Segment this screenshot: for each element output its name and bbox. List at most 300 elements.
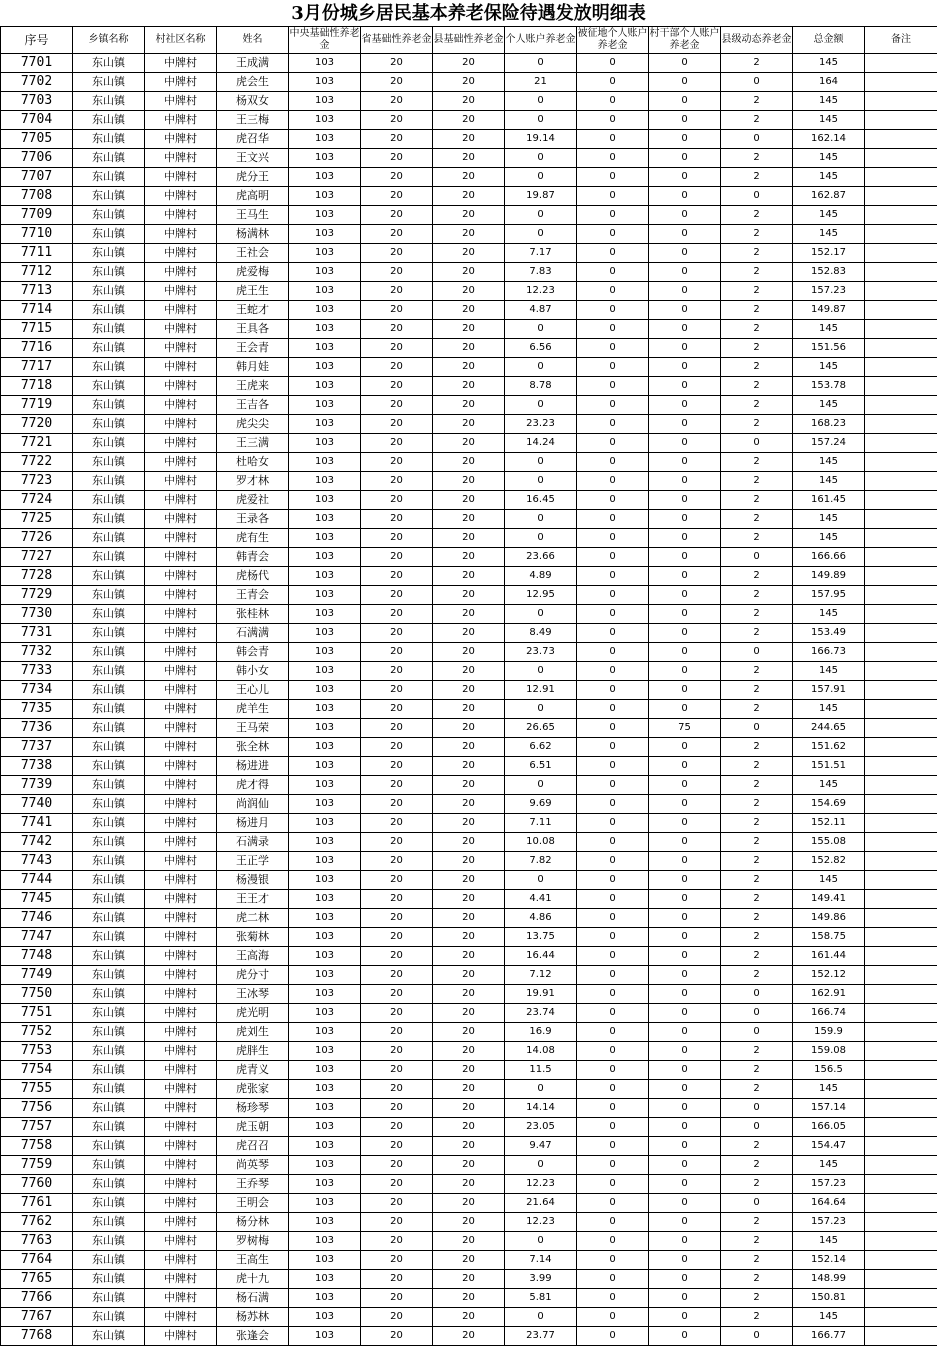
cell-county-pension: 20 (433, 586, 505, 605)
table-row (1, 643, 937, 662)
cell-land-expropriated-account: 0 (577, 1137, 649, 1156)
cell-county-dynamic-pension: 0 (721, 1099, 793, 1118)
cell-county-pension: 20 (433, 928, 505, 947)
cell-personal-account: 19.14 (505, 130, 577, 149)
cell-name: 张桂林 (217, 605, 289, 624)
table-row (1, 1213, 937, 1232)
cell-index: 7710 (1, 225, 73, 244)
cell-remarks (865, 244, 937, 263)
cell-provincial-pension: 20 (361, 738, 433, 757)
table-row (1, 339, 937, 358)
cell-remarks (865, 529, 937, 548)
cell-index: 7706 (1, 149, 73, 168)
cell-town: 东山镇 (73, 1099, 145, 1118)
cell-total: 148.99 (793, 1270, 865, 1289)
cell-town: 东山镇 (73, 833, 145, 852)
cell-county-pension: 20 (433, 1251, 505, 1270)
cell-central-pension: 103 (289, 1175, 361, 1194)
cell-village-cadre-account: 0 (649, 130, 721, 149)
cell-total: 152.82 (793, 852, 865, 871)
cell-name: 虎杨代 (217, 567, 289, 586)
cell-personal-account: 0 (505, 168, 577, 187)
cell-county-dynamic-pension: 0 (721, 548, 793, 567)
cell-village-cadre-account: 0 (649, 586, 721, 605)
header-county-dynamic-pension: 县级动态养老金 (721, 27, 793, 54)
cell-personal-account: 0 (505, 396, 577, 415)
cell-provincial-pension: 20 (361, 1194, 433, 1213)
cell-county-dynamic-pension: 2 (721, 54, 793, 73)
cell-total: 145 (793, 662, 865, 681)
cell-county-dynamic-pension: 2 (721, 586, 793, 605)
cell-total: 145 (793, 453, 865, 472)
cell-central-pension: 103 (289, 510, 361, 529)
cell-remarks (865, 1023, 937, 1042)
cell-town: 东山镇 (73, 358, 145, 377)
cell-village-cadre-account: 0 (649, 662, 721, 681)
cell-village-cadre-account: 0 (649, 529, 721, 548)
cell-index: 7717 (1, 358, 73, 377)
cell-county-dynamic-pension: 2 (721, 282, 793, 301)
cell-name: 王吉各 (217, 396, 289, 415)
table-row (1, 1023, 937, 1042)
cell-total: 158.75 (793, 928, 865, 947)
cell-county-pension: 20 (433, 1156, 505, 1175)
cell-remarks (865, 757, 937, 776)
cell-county-pension: 20 (433, 472, 505, 491)
cell-village: 中牌村 (145, 719, 217, 738)
cell-index: 7705 (1, 130, 73, 149)
cell-total: 145 (793, 1156, 865, 1175)
cell-central-pension: 103 (289, 1061, 361, 1080)
cell-central-pension: 103 (289, 1232, 361, 1251)
cell-county-pension: 20 (433, 947, 505, 966)
cell-remarks (865, 1137, 937, 1156)
table-row (1, 928, 937, 947)
cell-provincial-pension: 20 (361, 434, 433, 453)
cell-personal-account: 0 (505, 1156, 577, 1175)
cell-town: 东山镇 (73, 681, 145, 700)
cell-town: 东山镇 (73, 168, 145, 187)
cell-total: 159.9 (793, 1023, 865, 1042)
cell-village-cadre-account: 0 (649, 947, 721, 966)
cell-central-pension: 103 (289, 1251, 361, 1270)
cell-provincial-pension: 20 (361, 586, 433, 605)
cell-name: 王马荣 (217, 719, 289, 738)
table-row (1, 472, 937, 491)
cell-town: 东山镇 (73, 548, 145, 567)
cell-personal-account: 4.86 (505, 909, 577, 928)
table-row (1, 168, 937, 187)
cell-name: 石满满 (217, 624, 289, 643)
table-row (1, 149, 937, 168)
cell-remarks (865, 1061, 937, 1080)
cell-village: 中牌村 (145, 149, 217, 168)
cell-county-pension: 20 (433, 1213, 505, 1232)
cell-personal-account: 23.74 (505, 1004, 577, 1023)
cell-town: 东山镇 (73, 149, 145, 168)
cell-county-pension: 20 (433, 73, 505, 92)
cell-personal-account: 11.5 (505, 1061, 577, 1080)
cell-village: 中牌村 (145, 529, 217, 548)
cell-central-pension: 103 (289, 947, 361, 966)
cell-land-expropriated-account: 0 (577, 1289, 649, 1308)
table-row (1, 491, 937, 510)
cell-remarks (865, 339, 937, 358)
cell-index: 7702 (1, 73, 73, 92)
cell-village: 中牌村 (145, 244, 217, 263)
cell-provincial-pension: 20 (361, 187, 433, 206)
cell-provincial-pension: 20 (361, 795, 433, 814)
cell-county-dynamic-pension: 2 (721, 757, 793, 776)
cell-name: 虎有生 (217, 529, 289, 548)
table-row (1, 1099, 937, 1118)
cell-name: 王乔琴 (217, 1175, 289, 1194)
cell-remarks (865, 434, 937, 453)
table-row (1, 1004, 937, 1023)
table-row (1, 605, 937, 624)
cell-central-pension: 103 (289, 700, 361, 719)
cell-town: 东山镇 (73, 909, 145, 928)
cell-provincial-pension: 20 (361, 149, 433, 168)
cell-village-cadre-account: 0 (649, 1080, 721, 1099)
table-row (1, 871, 937, 890)
table-row (1, 529, 937, 548)
cell-town: 东山镇 (73, 1042, 145, 1061)
cell-village-cadre-account: 0 (649, 567, 721, 586)
cell-index: 7716 (1, 339, 73, 358)
cell-index: 7729 (1, 586, 73, 605)
cell-central-pension: 103 (289, 1270, 361, 1289)
cell-village-cadre-account: 0 (649, 1194, 721, 1213)
cell-personal-account: 23.77 (505, 1327, 577, 1346)
cell-total: 157.95 (793, 586, 865, 605)
cell-index: 7742 (1, 833, 73, 852)
cell-county-pension: 20 (433, 1004, 505, 1023)
cell-land-expropriated-account: 0 (577, 814, 649, 833)
cell-county-dynamic-pension: 0 (721, 643, 793, 662)
cell-county-dynamic-pension: 2 (721, 681, 793, 700)
cell-land-expropriated-account: 0 (577, 1327, 649, 1346)
cell-name: 韩会青 (217, 643, 289, 662)
cell-remarks (865, 1080, 937, 1099)
cell-name: 虎尖尖 (217, 415, 289, 434)
cell-total: 157.91 (793, 681, 865, 700)
cell-town: 东山镇 (73, 434, 145, 453)
cell-village: 中牌村 (145, 738, 217, 757)
cell-central-pension: 103 (289, 681, 361, 700)
cell-county-pension: 20 (433, 719, 505, 738)
cell-name: 尚润仙 (217, 795, 289, 814)
cell-village: 中牌村 (145, 73, 217, 92)
cell-central-pension: 103 (289, 453, 361, 472)
cell-county-pension: 20 (433, 415, 505, 434)
cell-provincial-pension: 20 (361, 491, 433, 510)
cell-name: 杨分林 (217, 1213, 289, 1232)
cell-personal-account: 0 (505, 472, 577, 491)
cell-village-cadre-account: 0 (649, 1270, 721, 1289)
cell-land-expropriated-account: 0 (577, 567, 649, 586)
cell-total: 145 (793, 605, 865, 624)
cell-village: 中牌村 (145, 396, 217, 415)
cell-county-pension: 20 (433, 320, 505, 339)
cell-town: 东山镇 (73, 1080, 145, 1099)
cell-land-expropriated-account: 0 (577, 871, 649, 890)
cell-town: 东山镇 (73, 377, 145, 396)
cell-village: 中牌村 (145, 225, 217, 244)
cell-county-dynamic-pension: 2 (721, 263, 793, 282)
table-row (1, 1156, 937, 1175)
cell-total: 244.65 (793, 719, 865, 738)
cell-land-expropriated-account: 0 (577, 225, 649, 244)
cell-county-pension: 20 (433, 1232, 505, 1251)
cell-town: 东山镇 (73, 1137, 145, 1156)
table-row (1, 92, 937, 111)
cell-town: 东山镇 (73, 187, 145, 206)
cell-village-cadre-account: 0 (649, 377, 721, 396)
cell-provincial-pension: 20 (361, 1289, 433, 1308)
cell-village: 中牌村 (145, 909, 217, 928)
cell-provincial-pension: 20 (361, 776, 433, 795)
cell-personal-account: 0 (505, 700, 577, 719)
cell-village: 中牌村 (145, 472, 217, 491)
cell-village: 中牌村 (145, 415, 217, 434)
table-row (1, 301, 937, 320)
cell-county-pension: 20 (433, 1137, 505, 1156)
table-row (1, 1118, 937, 1137)
cell-remarks (865, 282, 937, 301)
cell-county-pension: 20 (433, 111, 505, 130)
cell-county-pension: 20 (433, 605, 505, 624)
cell-village: 中牌村 (145, 168, 217, 187)
table-row (1, 1251, 937, 1270)
cell-central-pension: 103 (289, 1289, 361, 1308)
cell-index: 7755 (1, 1080, 73, 1099)
cell-village: 中牌村 (145, 643, 217, 662)
cell-personal-account: 23.05 (505, 1118, 577, 1137)
cell-index: 7726 (1, 529, 73, 548)
cell-village-cadre-account: 0 (649, 985, 721, 1004)
cell-index: 7765 (1, 1270, 73, 1289)
cell-land-expropriated-account: 0 (577, 985, 649, 1004)
cell-county-pension: 20 (433, 225, 505, 244)
cell-total: 145 (793, 54, 865, 73)
cell-village-cadre-account: 0 (649, 206, 721, 225)
cell-name: 王高生 (217, 1251, 289, 1270)
cell-land-expropriated-account: 0 (577, 757, 649, 776)
cell-county-pension: 20 (433, 852, 505, 871)
cell-land-expropriated-account: 0 (577, 966, 649, 985)
cell-index: 7763 (1, 1232, 73, 1251)
cell-central-pension: 103 (289, 396, 361, 415)
cell-name: 王三满 (217, 434, 289, 453)
cell-total: 152.14 (793, 1251, 865, 1270)
cell-remarks (865, 1270, 937, 1289)
cell-remarks (865, 73, 937, 92)
cell-land-expropriated-account: 0 (577, 491, 649, 510)
cell-personal-account: 0 (505, 1080, 577, 1099)
cell-remarks (865, 415, 937, 434)
cell-personal-account: 0 (505, 510, 577, 529)
cell-land-expropriated-account: 0 (577, 1004, 649, 1023)
cell-total: 166.05 (793, 1118, 865, 1137)
cell-central-pension: 103 (289, 529, 361, 548)
cell-provincial-pension: 20 (361, 966, 433, 985)
cell-village: 中牌村 (145, 282, 217, 301)
cell-provincial-pension: 20 (361, 1175, 433, 1194)
cell-remarks (865, 681, 937, 700)
cell-town: 东山镇 (73, 529, 145, 548)
cell-town: 东山镇 (73, 396, 145, 415)
cell-central-pension: 103 (289, 586, 361, 605)
cell-total: 156.5 (793, 1061, 865, 1080)
cell-provincial-pension: 20 (361, 1023, 433, 1042)
cell-village-cadre-account: 0 (649, 339, 721, 358)
cell-county-pension: 20 (433, 1270, 505, 1289)
cell-index: 7723 (1, 472, 73, 491)
cell-index: 7732 (1, 643, 73, 662)
cell-county-dynamic-pension: 2 (721, 415, 793, 434)
cell-village: 中牌村 (145, 491, 217, 510)
cell-village: 中牌村 (145, 833, 217, 852)
cell-county-pension: 20 (433, 738, 505, 757)
cell-total: 150.81 (793, 1289, 865, 1308)
cell-total: 149.41 (793, 890, 865, 909)
cell-total: 152.17 (793, 244, 865, 263)
cell-provincial-pension: 20 (361, 510, 433, 529)
cell-county-dynamic-pension: 2 (721, 1137, 793, 1156)
cell-village-cadre-account: 0 (649, 1308, 721, 1327)
cell-index: 7722 (1, 453, 73, 472)
cell-county-pension: 20 (433, 358, 505, 377)
cell-county-pension: 20 (433, 643, 505, 662)
table-row (1, 890, 937, 909)
cell-remarks (865, 54, 937, 73)
cell-village-cadre-account: 0 (649, 415, 721, 434)
header-remarks: 备注 (865, 27, 937, 54)
cell-central-pension: 103 (289, 244, 361, 263)
table-row (1, 206, 937, 225)
cell-town: 东山镇 (73, 453, 145, 472)
cell-central-pension: 103 (289, 1118, 361, 1137)
cell-name: 王高海 (217, 947, 289, 966)
cell-index: 7728 (1, 567, 73, 586)
cell-village: 中牌村 (145, 1232, 217, 1251)
cell-village: 中牌村 (145, 339, 217, 358)
cell-county-dynamic-pension: 2 (721, 301, 793, 320)
cell-central-pension: 103 (289, 1327, 361, 1346)
cell-provincial-pension: 20 (361, 320, 433, 339)
cell-village-cadre-account: 0 (649, 149, 721, 168)
cell-county-pension: 20 (433, 567, 505, 586)
cell-village: 中牌村 (145, 1213, 217, 1232)
cell-remarks (865, 1042, 937, 1061)
cell-remarks (865, 624, 937, 643)
cell-county-pension: 20 (433, 396, 505, 415)
table-row (1, 852, 937, 871)
cell-town: 东山镇 (73, 1175, 145, 1194)
cell-county-dynamic-pension: 0 (721, 1023, 793, 1042)
cell-remarks (865, 852, 937, 871)
cell-provincial-pension: 20 (361, 1156, 433, 1175)
cell-village: 中牌村 (145, 434, 217, 453)
cell-town: 东山镇 (73, 814, 145, 833)
cell-total: 157.23 (793, 282, 865, 301)
header-town: 乡镇名称 (73, 27, 145, 54)
cell-provincial-pension: 20 (361, 1308, 433, 1327)
cell-personal-account: 0 (505, 662, 577, 681)
cell-name: 杨满林 (217, 225, 289, 244)
cell-village-cadre-account: 0 (649, 54, 721, 73)
cell-central-pension: 103 (289, 168, 361, 187)
cell-provincial-pension: 20 (361, 1080, 433, 1099)
cell-remarks (865, 795, 937, 814)
cell-personal-account: 7.82 (505, 852, 577, 871)
cell-index: 7740 (1, 795, 73, 814)
cell-index: 7718 (1, 377, 73, 396)
cell-land-expropriated-account: 0 (577, 1023, 649, 1042)
cell-total: 162.14 (793, 130, 865, 149)
cell-name: 虎胖生 (217, 1042, 289, 1061)
cell-county-dynamic-pension: 2 (721, 890, 793, 909)
cell-index: 7766 (1, 1289, 73, 1308)
table-row (1, 567, 937, 586)
cell-central-pension: 103 (289, 491, 361, 510)
header-provincial-pension: 省基础性养老金 (361, 27, 433, 54)
cell-provincial-pension: 20 (361, 54, 433, 73)
cell-provincial-pension: 20 (361, 263, 433, 282)
cell-town: 东山镇 (73, 320, 145, 339)
cell-index: 7708 (1, 187, 73, 206)
cell-central-pension: 103 (289, 206, 361, 225)
cell-personal-account: 21 (505, 73, 577, 92)
cell-county-pension: 20 (433, 1118, 505, 1137)
cell-county-pension: 20 (433, 1061, 505, 1080)
cell-county-pension: 20 (433, 700, 505, 719)
cell-provincial-pension: 20 (361, 301, 433, 320)
cell-name: 杨进进 (217, 757, 289, 776)
cell-index: 7754 (1, 1061, 73, 1080)
cell-village: 中牌村 (145, 605, 217, 624)
cell-village: 中牌村 (145, 548, 217, 567)
table-row (1, 795, 937, 814)
cell-index: 7751 (1, 1004, 73, 1023)
cell-provincial-pension: 20 (361, 928, 433, 947)
cell-central-pension: 103 (289, 795, 361, 814)
cell-village-cadre-account: 0 (649, 168, 721, 187)
cell-village-cadre-account: 0 (649, 1327, 721, 1346)
cell-name: 尚英琴 (217, 1156, 289, 1175)
table-row (1, 1232, 937, 1251)
cell-index: 7704 (1, 111, 73, 130)
cell-provincial-pension: 20 (361, 529, 433, 548)
table-row (1, 966, 937, 985)
cell-remarks (865, 966, 937, 985)
cell-name: 王文兴 (217, 149, 289, 168)
cell-personal-account: 0 (505, 225, 577, 244)
cell-village-cadre-account: 0 (649, 681, 721, 700)
cell-total: 145 (793, 111, 865, 130)
cell-remarks (865, 567, 937, 586)
cell-county-dynamic-pension: 2 (721, 1080, 793, 1099)
table-row (1, 719, 937, 738)
cell-remarks (865, 928, 937, 947)
cell-central-pension: 103 (289, 92, 361, 111)
cell-village: 中牌村 (145, 776, 217, 795)
cell-county-dynamic-pension: 2 (721, 320, 793, 339)
cell-remarks (865, 947, 937, 966)
cell-county-dynamic-pension: 2 (721, 814, 793, 833)
cell-central-pension: 103 (289, 1099, 361, 1118)
